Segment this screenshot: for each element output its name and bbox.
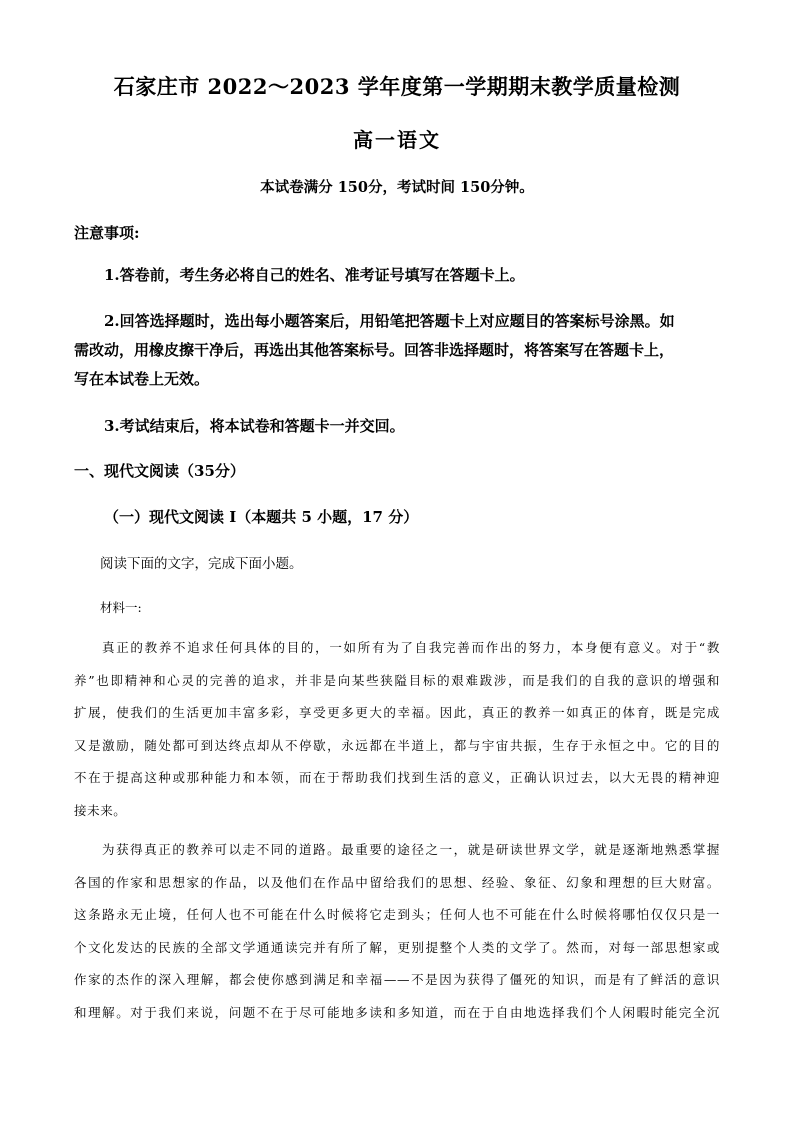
note-line: 3.考试结束后，将本试卷和答题卡一并交回。: [104, 417, 405, 435]
note-item-1: [74, 261, 724, 290]
paragraph-line: 扩展，使我们的生活更加丰富多彩，享受更多更大的幸福。因此，真正的教养一如真正的体育，既是完成: [74, 705, 720, 720]
material-label: 材料一:: [100, 600, 142, 615]
paragraph-line: 和理解。对于我们来说，问题不在于尽可能地多读和多知道，而在于自由地选择我们个人闲暇时能完全沉: [74, 1004, 720, 1020]
paragraph-line: 各国的作家和思想家的作品，以及他们在作品中留给我们的思想、经验、象征、幻象和理想的巨大财富。: [74, 874, 720, 890]
reading-instruction: 阅读下面的文字，完成下面小题。: [100, 556, 303, 572]
note-line: 写在本试卷上无效。: [74, 370, 210, 388]
subsection-heading: （一）现代文阅读 I（本题共 5 小题，17 分）: [104, 508, 419, 526]
paragraph-line: 个文化发达的民族的全部文学通通读完并有所了解，更别提整个人类的文学了。然而，对每一部思想家或: [74, 939, 720, 955]
paragraph-line: 为获得真正的教养可以走不同的道路。最重要的途径之一，就是研读世界文学，就是逐渐地熟悉掌握: [102, 842, 720, 857]
paragraph-line: 不在于提高这种或那种能力和本领，而在于帮助我们找到生活的意义，正确认识过去，以大无畏的精神迎: [74, 770, 720, 785]
paragraph-line: 真正的教养不追求任何具体的目的，一如所有为了自我完善而作出的努力，本身便有意义。对于“教: [102, 640, 720, 655]
paragraph-2: [74, 834, 720, 1029]
notes-heading: 注意事项:: [74, 224, 140, 242]
subject-title: 高一语文: [353, 128, 441, 152]
paragraph-line: 又是激励，随处都可到达终点却从不停歇，永远都在半道上，都与宇宙共振，生存于永恒之中。它的目的: [74, 737, 720, 753]
note-item-2: [74, 307, 724, 394]
paragraph-1: [74, 632, 720, 827]
paragraph-line: 养”也即精神和心灵的完善的追求，并非是向某些狭隘目标的艰难跋涉，而是我们的自我的意识的增强和: [74, 672, 720, 688]
note-line: 需改动，用橡皮擦干净后，再选出其他答案标号。回答非选择题时，将答案写在答题卡上，: [74, 341, 675, 359]
score-info: 本试卷满分 150分，考试时间 150分钟。: [260, 179, 534, 196]
note-item-3: [74, 412, 724, 441]
paragraph-line: 接未来。: [74, 802, 127, 818]
exam-title: 石家庄市 2022～2023 学年度第一学期期末教学质量检测: [113, 74, 681, 99]
note-line: 2.回答选择题时，选出每小题答案后，用铅笔把答题卡上对应题目的答案标号涂黑。如: [104, 312, 675, 330]
section-heading: 一、现代文阅读（35分）: [74, 462, 245, 480]
note-line: 1.答卷前，考生务必将自己的姓名、准考证号填写在答题卡上。: [104, 266, 525, 284]
paragraph-line: 这条路永无止境，任何人也不可能在什么时候将它走到头；任何人也不可能在什么时候将哪怕仅仅只是一: [74, 907, 720, 922]
paragraph-line: 作家的杰作的深入理解，都会使你感到满足和幸福——不是因为获得了僵死的知识，而是有了鲜活的意识: [74, 972, 720, 987]
